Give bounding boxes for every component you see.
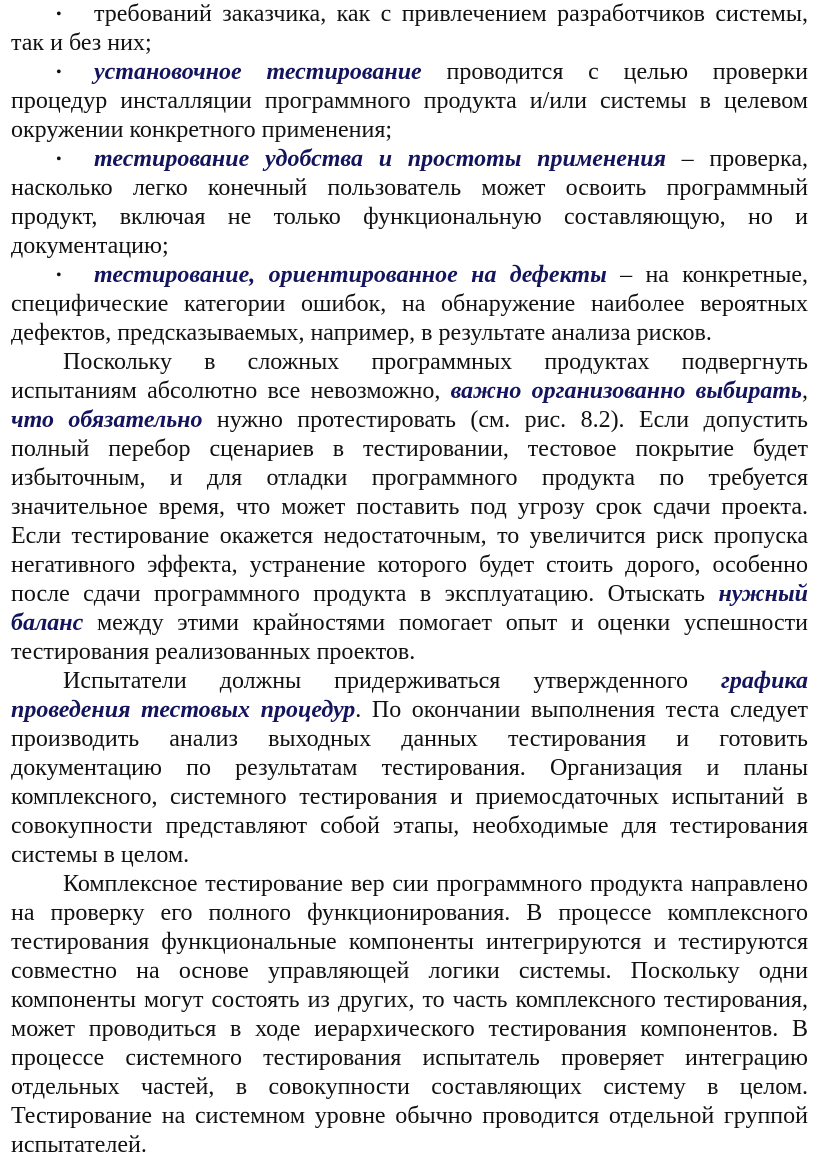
paragraph-text: между этими крайностями помогает опыт и оценки успешности тестирования реализованных проектов. xyxy=(11,610,808,665)
emphasis-text: нужный баланс xyxy=(11,581,808,636)
paragraph-text: Комплексное тестирование вер сии программного продукта направлено на проверку его полного функционирования. В процессе комплексного тестирования функциональные компоненты интегрируются и тестируются совместно на основе управляющей логики системы. Поскольку одни компоненты могут состоять из других, то часть комплексного тестирования, может проводиться в ходе иерархического тестирования компонентов. В процессе системного тестирования испытатель проверяет интеграцию отдельных частей, в совокупности составляющих систему в целом. Тестирование на системном уровне обычно проводится отдельной группой испытателей. xyxy=(11,871,808,1158)
bullet-icon: • xyxy=(56,151,62,168)
bullet-item-2 xyxy=(11,58,808,145)
paragraph-text: Поскольку в сложных программных продуктах подвергнуть испытаниям абсолютно все невозможно, xyxy=(11,349,808,404)
paragraph-text: нужно протестировать (см. рис. 8.2). Если допустить полный перебор сценариев в тестировании, тестовое покрытие будет избыточным, и для отладки программного продукта по требуется значительное время, что может поставить под угрозу срок сдачи проекта. Если тестирование окажется недостаточным, то увеличится риск пропуска негативного эффекта, устранение которого будет стоить дорого, особенно после сдачи программного продукта в эксплуатацию. Отыскать xyxy=(11,407,808,607)
bullet-icon: • xyxy=(56,64,62,81)
document-page xyxy=(11,0,808,1160)
paragraph-integration-testing xyxy=(11,870,808,1160)
bullet-icon: • xyxy=(56,6,62,23)
emphasis-text: графика проведения тестовых процедур xyxy=(11,668,808,723)
bullet-item-3 xyxy=(11,145,808,261)
emphasis-text: что обязательно xyxy=(11,407,203,433)
paragraph-text: , xyxy=(802,378,808,404)
bullet-item-4 xyxy=(11,261,808,348)
bullet-icon: • xyxy=(56,267,62,284)
paragraph-text: Испытатели должны придерживаться утвержденного xyxy=(63,668,722,694)
bullet-term: установочное тестирование xyxy=(94,59,422,85)
bullet-text: – проверка, насколько легко конечный пользователь может освоить программный продукт, включая не только функциональную составляющую, но и документацию; xyxy=(11,146,808,259)
bullet-term: тестирование, ориентированное на дефекты xyxy=(94,262,607,288)
bullet-term: тестирование удобства и простоты применения xyxy=(94,146,666,172)
bullet-item-1 xyxy=(11,0,808,58)
bullet-text: проводится с целью проверки процедур инсталляции программного продукта и/или системы в целевом окружении конкретного применения; xyxy=(11,59,808,143)
bullet-text: требований заказчика, как с привлечением разработчиков системы, так и без них; xyxy=(11,1,808,56)
paragraph-test-scope xyxy=(11,348,808,667)
emphasis-text: важно организованно выбирать xyxy=(450,378,802,404)
bullet-text: – на конкретные, специфические категории ошибок, на обнаружение наиболее вероятных дефектов, предсказываемых, например, в результате анализа рисков. xyxy=(11,262,808,346)
paragraph-text: . По окончании выполнения теста следует производить анализ выходных данных тестирования и готовить документацию по результатам тестирования. Организация и планы комплексного, системного тестирования и приемосдаточных испытаний в совокупности представляют собой этапы, необходимые для тестирования системы в целом. xyxy=(11,697,808,868)
paragraph-test-schedule xyxy=(11,667,808,870)
